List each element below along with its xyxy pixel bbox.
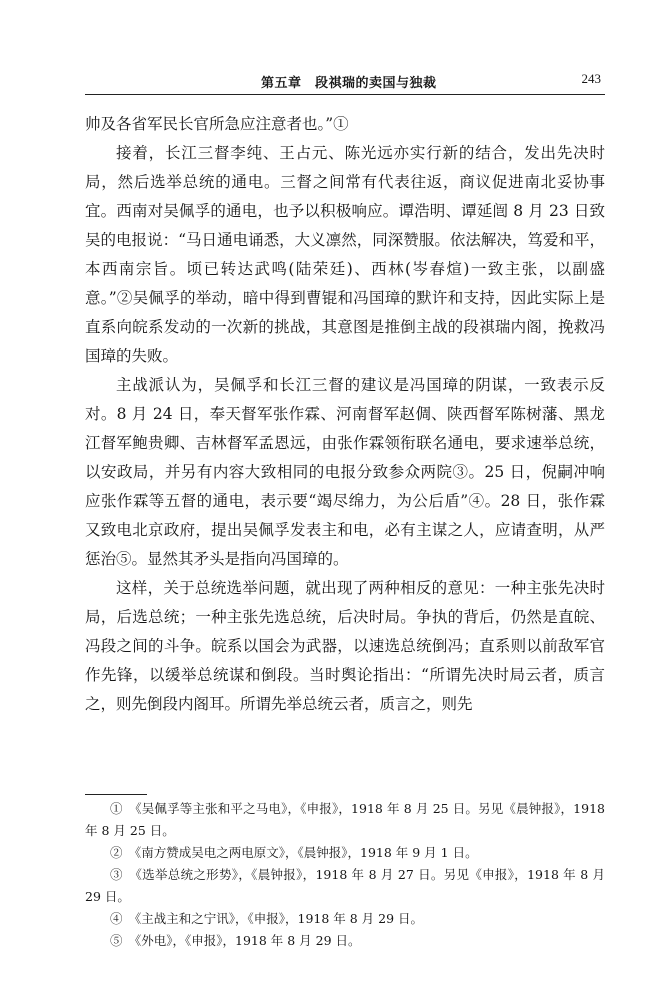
body-text [85, 110, 605, 719]
footnote-divider [85, 794, 147, 795]
running-header [85, 68, 605, 95]
footnote: ③ 《选举总统之形势》，《晨钟报》，1918 年 8 月 27 日。另见《申报》，1918 年 8 月 29 日。 [85, 867, 605, 904]
footnote: ④ 《主战主和之宁讯》，《申报》，1918 年 8 月 29 日。 [110, 911, 424, 926]
footnote: ⑤ 《外电》，《申报》，1918 年 8 月 29 日。 [110, 933, 361, 948]
footnote: ② 《南方赞成吴电之两电原文》，《晨钟报》，1918 年 9 月 1 日。 [110, 845, 478, 860]
paragraph: 这样，关于总统选举问题，就出现了两种相反的意见：一种主张先决时局，后选总统；一种主张先选总统，后决时局。争执的背后，仍然是直皖、冯段之间的斗争。皖系以国会为武器，以速选总统倒冯；直系则以前敌军官作先锋，以缓举总统谋和倒段。当时舆论指出：“所谓先决时局云者，质言之，则先倒段内阁耳。所谓先举总统云者，质言之，则先 [85, 579, 605, 713]
footnotes [85, 798, 605, 952]
paragraph-continued: 帅及各省军民长官所急应注意者也。”① [85, 115, 349, 133]
footnote: ① 《吴佩孚等主张和平之马电》，《申报》，1918 年 8 月 25 日。另见《晨钟报》，1918 年 8 月 25 日。 [85, 801, 605, 838]
page-number: 243 [581, 71, 601, 86]
paragraph: 主战派认为，吴佩孚和长江三督的建议是冯国璋的阴谋，一致表示反对。8 月 24 日，奉天督军张作霖、河南督军赵倜、陕西督军陈树藩、黑龙江督军鲍贵卿、吉林督军孟恩远，由张作霖领衔联名通电，要求速举总统，以安政局，并另有内容大致相同的电报分致参众两院③。25 日，倪嗣冲响应张作霖等五督的通电，表示要“竭尽绵力，为公后盾”④。28 日，张作霖又致电北京政府，提出吴佩孚发表主和电，必有主谋之人，应请查明，从严惩治⑤。显然其矛头是指向冯国璋的。 [85, 376, 605, 568]
paragraph: 接着，长江三督李纯、王占元、陈光远亦实行新的结合，发出先决时局，然后选举总统的通电。三督之间常有代表往返，商议促进南北妥协事宜。西南对吴佩孚的通电，也予以积极响应。谭浩明、谭延闿 8 月 23 日致吴的电报说：“马日通电诵悉，大义凛然，同深赞服。依法解决，笃爱和平，本西南宗旨。顷已转达武鸣(陆荣廷)、西林(岑春煊)一致主张，以副盛意。”②吴佩孚的举动，暗中得到曹锟和冯国璋的默许和支持，因此实际上是直系向皖系发动的一次新的挑战，其意图是推倒主战的段祺瑞内阁，挽救冯国璋的失败。 [85, 144, 605, 365]
chapter-title: 第五章 段祺瑞的卖国与独裁 [261, 76, 437, 91]
